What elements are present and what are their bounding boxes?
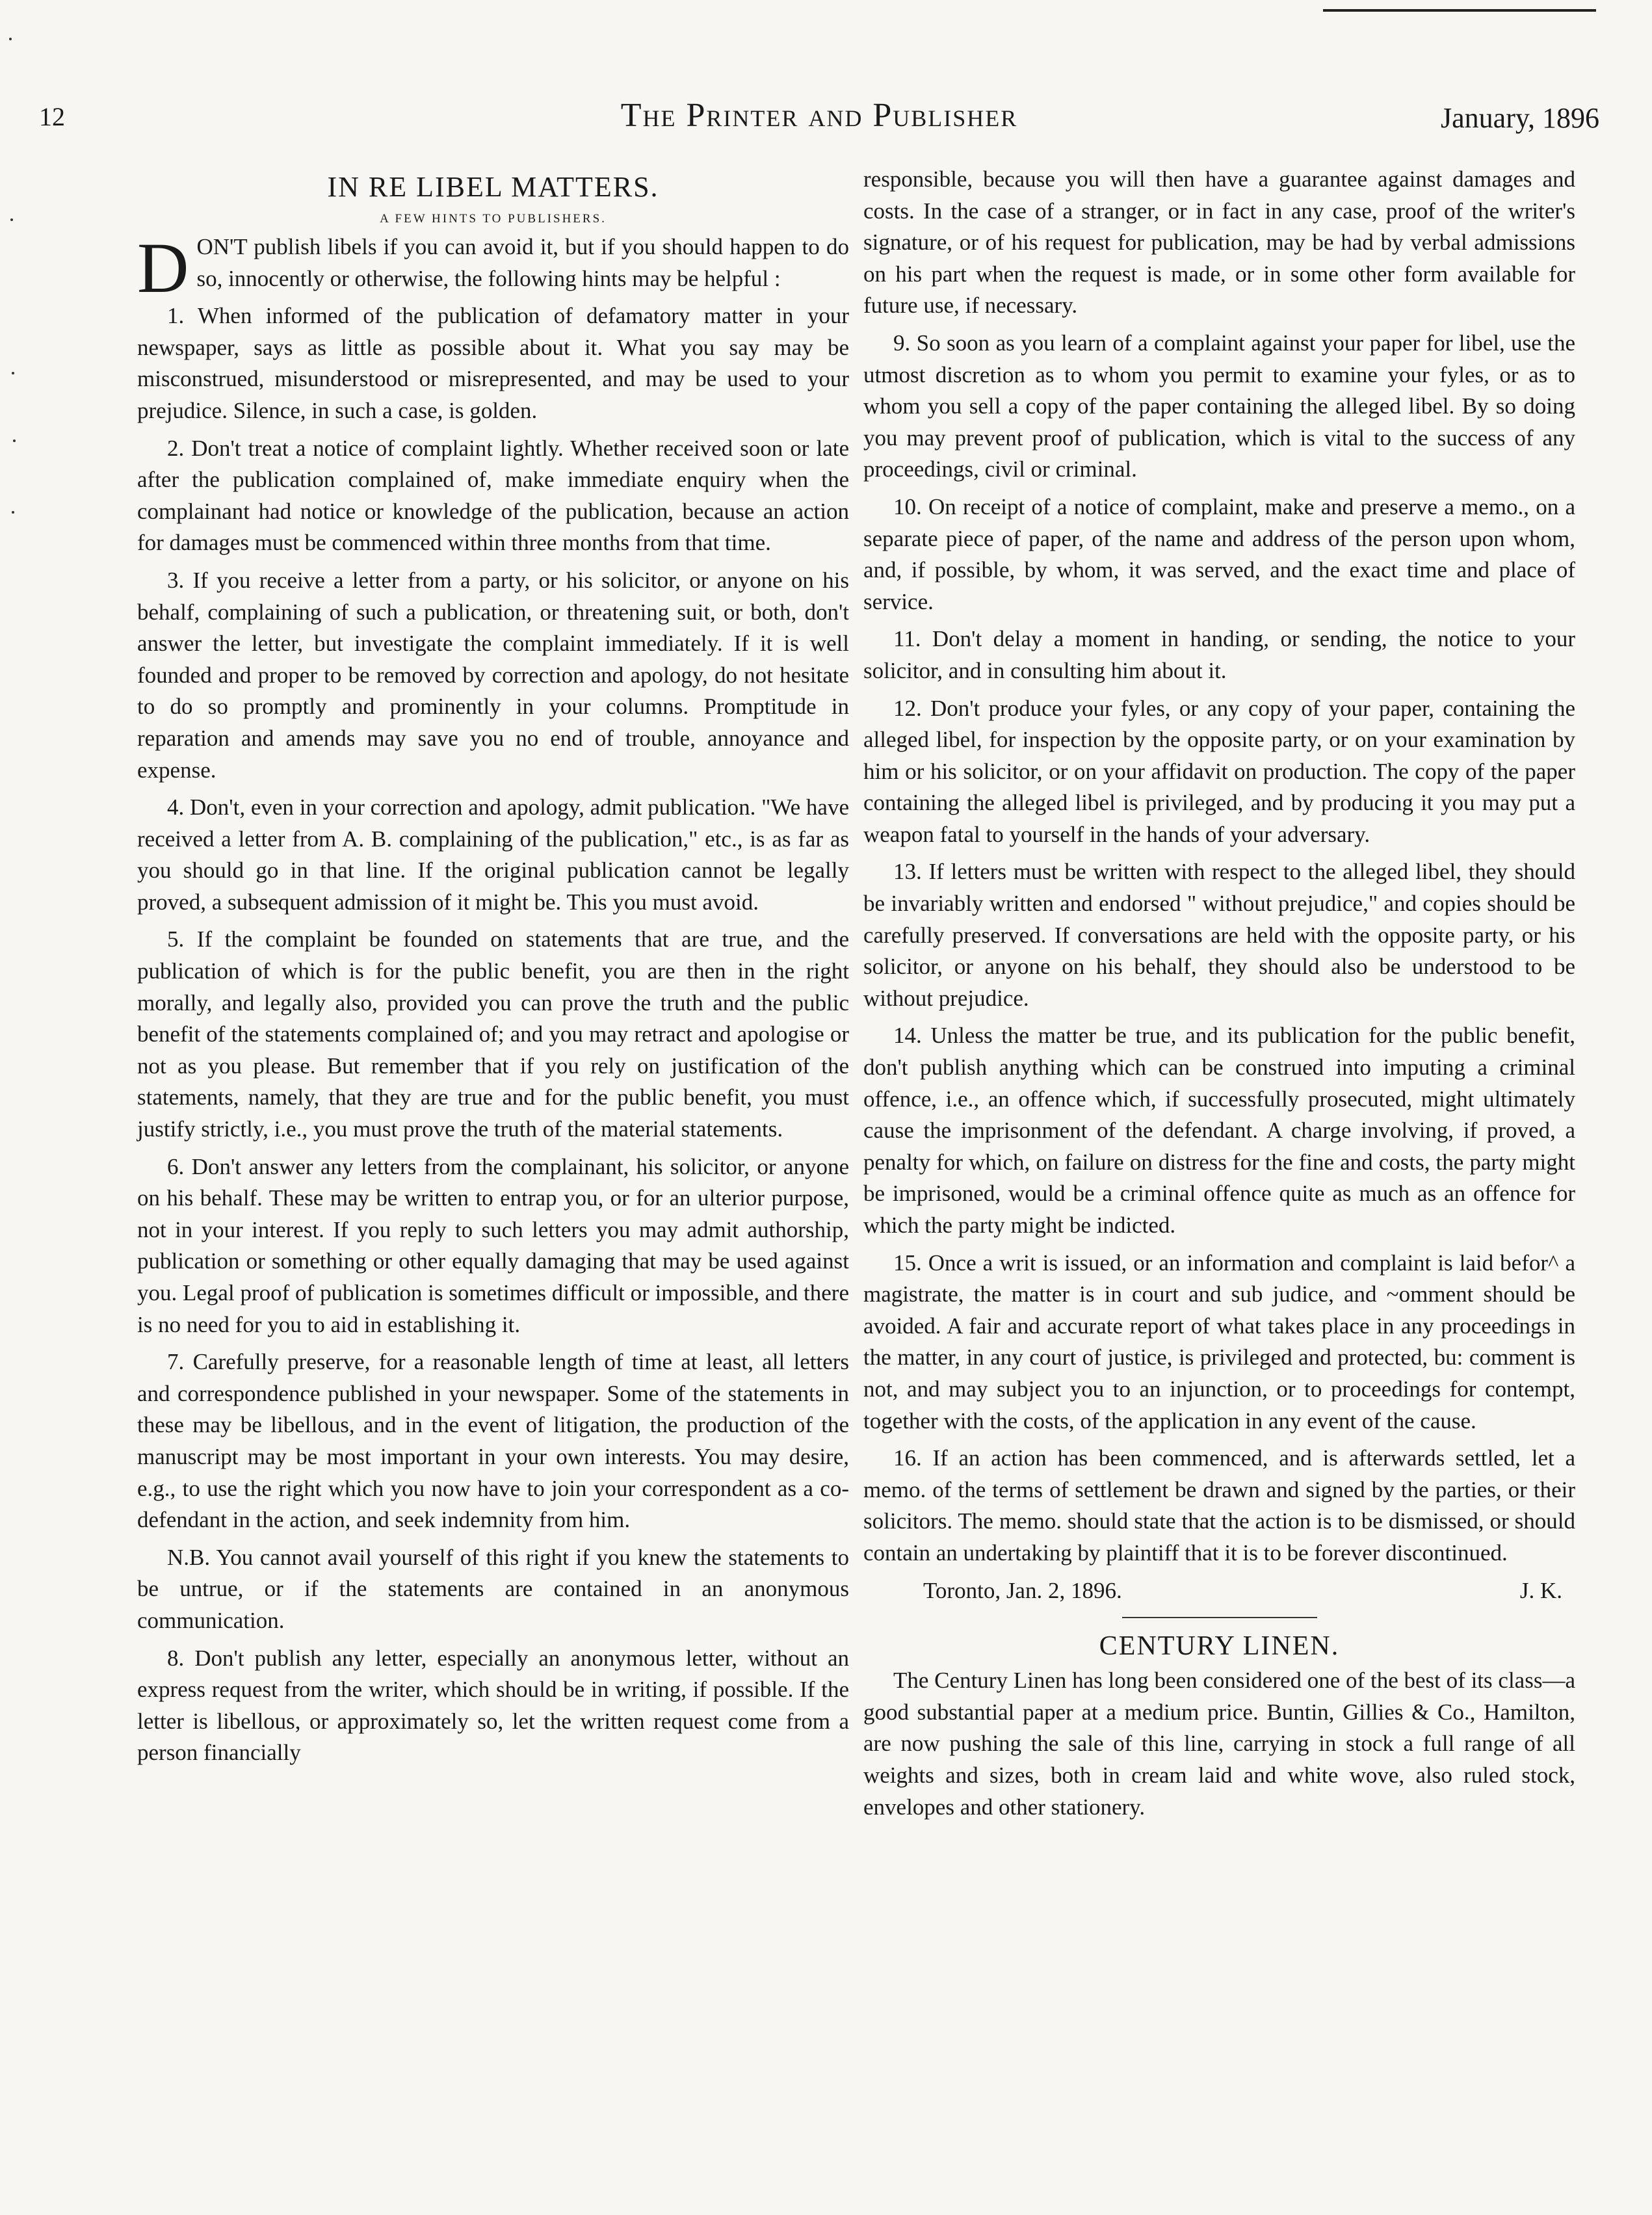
running-head: [39, 96, 1599, 142]
hint-paragraph: 9. So soon as you learn of a complaint against your paper for libel, use the utmost discretion as to whom you permit to examine your fyles, or as to whom you sell a copy of the paper containing the alleged libel. By so doing you may prevent proof of publication, which is vital to the success of any proceedings, civil or criminal.: [863, 330, 1575, 482]
hint-paragraph: 7. Carefully preserve, for a reasonable length of time at least, all letters and correspondence published in your newspaper. Some of the statements in these may be libellous, and in the event of litigation, the production of the manuscript may be most important in your own interests. You may desire, e.g., to use the right which you now have to join your correspondent as a co-defendant in the action, and seek indemnity from him.: [137, 1349, 849, 1533]
hint-paragraph: 8. Don't publish any letter, especially an anonymous letter, without an express request from the writer, which should be in writing, if possible. If the letter is libellous, or approximately so, let the written request come from a person financially: [137, 1645, 849, 1766]
hint-paragraph: 15. Once a writ is issued, or an information and complaint is laid befor^ a magistrate, the matter is in court and sub judice, and ~omment should be avoided. A fair and accurate report of what takes place in any proceedings in the matter, in any court of justice, is privileged and protected, bu: comment is not, and may subject you to an injunction, or to proceedings for contempt, together with the costs, of the application in any event of the cause.: [863, 1250, 1575, 1434]
drop-cap: D: [137, 228, 189, 308]
top-rule: [1323, 9, 1596, 12]
hint-paragraph: 3. If you receive a letter from a party, or his solicitor, or anyone on his behalf, complaining of such a publication, or threatening suit, or both, don't answer the letter, but investigate the complaint immediately. If it is well founded and proper to be removed by correction and apology, do not hesitate to do so promptly and prominently in your columns. Promptitude in reparation and amends may save you no end of trouble, annoyance and expense.: [137, 567, 849, 783]
article-signoff: [863, 1575, 1575, 1607]
signoff-initials: J. K.: [1519, 1577, 1562, 1603]
intro-text: ON'T publish libels if you can avoid it, but if you should happen to do so, innocently or otherwise, the following hints may be helpful :: [196, 234, 849, 291]
scan-speck: [13, 439, 16, 442]
article-subtitle: A FEW HINTS TO PUBLISHERS.: [380, 212, 607, 226]
scan-speck: [12, 511, 14, 514]
hint-paragraph: 13. If letters must be written with respect to the alleged libel, they should be invariably written and endorsed " without prejudice," and copies should be carefully preserved. If conversations are held with the opposite party, or his solicitor, or anyone on his behalf, they should also be understood to be without prejudice.: [863, 859, 1575, 1011]
hint-paragraph: 16. If an action has been commenced, and is afterwards settled, let a memo. of the terms of settlement be drawn and signed by the parties, or their solicitors. The memo. should state that the action is to be dismissed, or should contain an undertaking by plaintiff that it is to be forever discontinued.: [863, 1445, 1575, 1566]
page-number: 12: [39, 102, 65, 131]
article-intro: [137, 228, 849, 308]
signoff-place-date: Toronto, Jan. 2, 1896.: [923, 1577, 1122, 1603]
article-title: IN RE LIBEL MATTERS.: [327, 171, 659, 203]
hint-paragraph: 4. Don't, even in your correction and apology, admit publication. "We have received a letter from A. B. complaining of the publication," etc., is as far as you should go in that line. If the original publication cannot be legally proved, a subsequent admission of it might be. This you must avoid.: [137, 794, 849, 915]
hint-paragraph: 10. On receipt of a notice of complaint, make and preserve a memo., on a separate piece of paper, of the name and address of the person upon whom, and, if possible, by whom, it was served, and the exact time and place of service.: [863, 493, 1575, 614]
hint-paragraph: 2. Don't treat a notice of complaint lightly. Whether received soon or late after the publication complained of, make immediate enquiry when the complainant had notice or knowledge of the publication, because an action for damages must be commenced within three months from that time.: [137, 435, 849, 556]
journal-title: The Printer and Publisher: [620, 97, 1018, 134]
notice-title: CENTURY LINEN.: [1099, 1631, 1340, 1662]
hint-paragraph: 1. When informed of the publication of defamatory matter in your newspaper, says as little as possible about it. What you say may be misconstrued, misunderstood or misrepresented, and may be used to your prejudice. Silence, in such a case, is golden.: [137, 303, 849, 423]
hint-paragraph: 14. Unless the matter be true, and its publication for the public benefit, don't publish anything which can be construed into imputing a criminal offence, i.e., an offence which, if successfully prosecuted, might ultimately cause the imprisonment of the defendant. A charge involving, if proved, a penalty for which, on failure on distress for the fine and costs, the party might be imprisoned, would be a criminal offence quite as much as an offence for which the party might be indicted.: [863, 1023, 1575, 1238]
right-column: [863, 164, 1575, 1823]
nb-note: N.B. You cannot avail yourself of this right if you knew the statements to be untrue, or if the statements are contained in an anonymous communication.: [137, 1544, 849, 1633]
issue-date: January, 1896: [1441, 102, 1599, 134]
hint-continuation: responsible, because you will then have a guarantee against damages and costs. In the case of a stranger, or in fact in any case, proof of the writer's signature, or of his request for publication, may be had by verbal admissions on his part when the request is made, or in some other form available for future use, if necessary.: [863, 166, 1575, 319]
scan-speck: [12, 372, 14, 374]
scan-speck: [9, 38, 12, 40]
hint-paragraph: 6. Don't answer any letters from the complainant, his solicitor, or anyone on his behalf. These may be written to entrap you, or for an ulterior purpose, not in your interest. If you reply to such letters you may admit authorship, publication or something or other equally damaging that may be used against you. Legal proof of publication is sometimes difficult or impossible, and there is no need for you to aid in establishing it.: [137, 1153, 849, 1337]
notice-body: The Century Linen has long been considered one of the best of its class—a good substantial paper at a medium price. Buntin, Gillies & Co., Hamilton, are now pushing the sale of this line, carrying in stock a full range of all weights and sizes, both in cream laid and white wove, also ruled stock, envelopes and other stationery.: [863, 1668, 1575, 1820]
hint-paragraph: 12. Don't produce your fyles, or any copy of your paper, containing the alleged libel, for inspection by the opposite party, or on your examination by him or his solicitor, or on your affidavit on production. The copy of the paper containing the alleged libel is privileged, and by producing it you may put a weapon fatal to yourself in the hands of your adversary.: [863, 695, 1575, 847]
scan-speck: [10, 218, 13, 221]
section-divider: [1122, 1617, 1317, 1618]
left-column: [137, 164, 849, 1769]
hint-paragraph: 5. If the complaint be founded on statements that are true, and the publication of which is for the public benefit, you are then in the right morally, and legally also, provided you can prove the truth and the public benefit of the statements complained of; and you may retract and apologise or not as you please. But remember that if you rely on justification of the statements, namely, that they are true and for the public benefit, you must justify strictly, i.e., you must prove the truth of the material statements.: [137, 926, 849, 1142]
hint-paragraph: 11. Don't delay a moment in handing, or sending, the notice to your solicitor, and in consulting him about it.: [863, 626, 1575, 683]
